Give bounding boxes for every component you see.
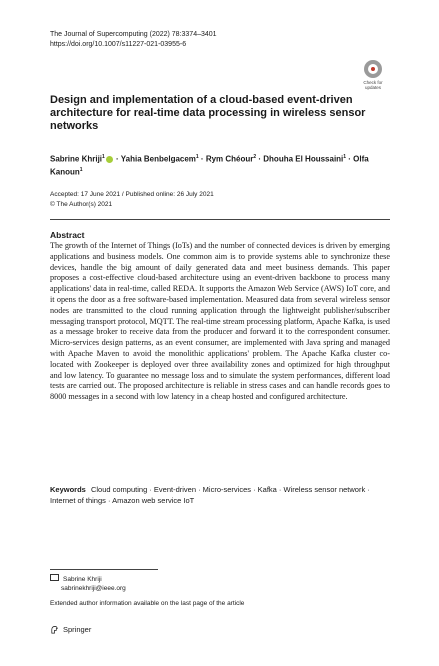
abstract-text: The growth of the Internet of Things (IoTs) and the number of connected devices is driven by emerging applications and business models. One common aim is to provide systems able to synchronize these devices, handle the big amount of daily generated data and meet business demands. This paper proposes a cost-effective cloud-based architecture using an event-driven backbone to process many applications' data in real-time, called REDA. It supports the Amazon Web Service (AWS) IoT core, and it opens the door as a free software-based implementation. Measured data from several wireless sensor nodes are transmitted to the cloud running application through the lightweight publisher/subscriber messaging transport protocol, MQTT. The real-time stream processing platform, Apache Kafka, is used as a message broker to receive data from the producer and forward it to the correspondent consumer. Micro-services design patterns, as an event consumer, are implemented with Java spring and managed with Apache Maven to avoid the monolithic applications' problem. The Apache Kafka cluster co-located with Zookeeper is deployed over three availability zones and optimized for high throughput and low latency. To guarantee no message loss and to simulate the system performances, different load tests are carried out. The proposed architecture is reliable in stress cases and can handle records goes to 8000 messages in a second with low latency in a cheap hosted and configured architecture. bbox=[50, 241, 390, 402]
check-for-updates-badge[interactable] bbox=[359, 60, 387, 94]
affiliation-number: 1 bbox=[79, 166, 83, 173]
author-name[interactable]: Yahia Benbelgacem bbox=[120, 154, 196, 164]
author-name[interactable]: Dhouha El Houssaini bbox=[263, 154, 344, 164]
journal-citation: The Journal of Supercomputing (2022) 78:3374–3401 bbox=[50, 31, 217, 38]
keywords-label: Keywords bbox=[50, 485, 86, 494]
affiliation-number: 1 bbox=[102, 154, 105, 160]
author-name[interactable]: Rym Chéour bbox=[205, 154, 254, 164]
article-title: Design and implementation of a cloud-based event-driven architecture for real-time data processing in wireless sensor networks bbox=[50, 94, 366, 132]
abstract-heading: Abstract bbox=[50, 230, 85, 240]
copyright-line: © The Author(s) 2021 bbox=[50, 201, 113, 208]
publisher-name: Springer bbox=[63, 625, 92, 634]
contact-email[interactable]: sabrinekhriji@ieee.org bbox=[61, 585, 126, 592]
dates-line: Accepted: 17 June 2021 / Published online: 26 July 2021 bbox=[50, 191, 214, 198]
badge-line-2: updates bbox=[364, 85, 381, 90]
affiliation-number: 1 bbox=[195, 154, 199, 160]
publication-dates bbox=[50, 190, 214, 210]
author-list: Sabrine Khriji$^1$ · Yahia Benbelgacem$^1$ · Rym Chéour$^2$ · Dhouha El Houssaini$^1$ · Olfa Kanoun$^1$ bbox=[50, 154, 369, 177]
publisher-footer bbox=[50, 625, 91, 634]
springer-horse-icon bbox=[50, 625, 59, 634]
badge-line-1: Check for bbox=[363, 80, 383, 85]
author-name[interactable]: Sabrine Khriji bbox=[50, 154, 103, 164]
contact-name: Sabrine Khriji bbox=[63, 576, 102, 583]
footnote-divider bbox=[50, 569, 158, 570]
keywords-list: Cloud computing · Event-driven · Micro-services · Kafka · Wireless sensor network · Internet of things · Amazon web service IoT bbox=[50, 485, 370, 505]
orcid-icon[interactable] bbox=[106, 156, 113, 163]
affiliation-number: 2 bbox=[253, 154, 257, 160]
keywords bbox=[50, 484, 390, 506]
check-updates-icon bbox=[364, 60, 382, 78]
envelope-icon bbox=[50, 574, 59, 581]
affiliation-number: 1 bbox=[343, 154, 347, 160]
divider bbox=[50, 219, 390, 220]
doi-link[interactable]: https://doi.org/10.1007/s11227-021-03955-6 bbox=[50, 41, 187, 48]
corresponding-author bbox=[50, 574, 126, 593]
extended-author-info: Extended author information available on the last page of the article bbox=[50, 600, 245, 607]
author-name[interactable]: Olfa Kanoun bbox=[50, 154, 369, 177]
journal-header bbox=[50, 30, 217, 50]
